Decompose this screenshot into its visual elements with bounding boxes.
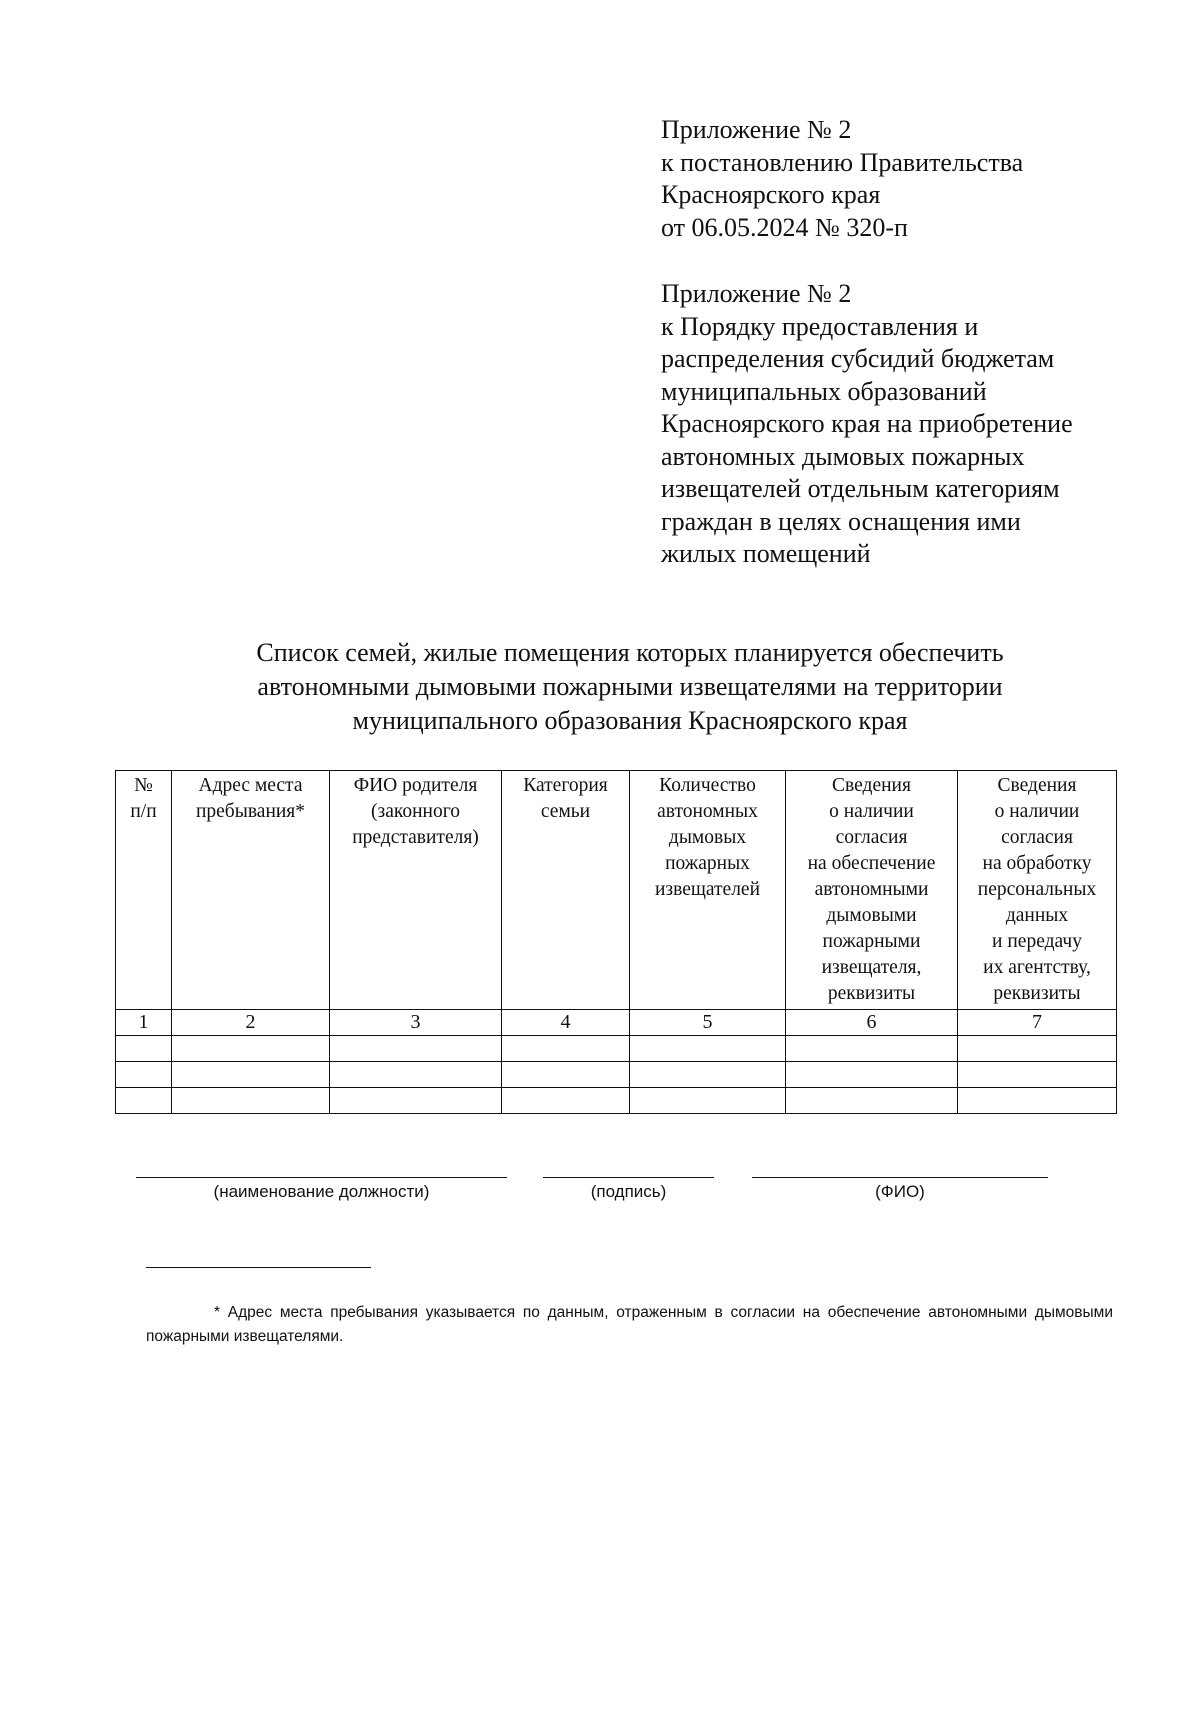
table-cell [630,1062,786,1088]
appendix-line: Приложение № 2 [661,115,852,144]
appendix-line: Приложение № 2 [661,279,852,308]
header-number: № п/п [116,771,172,1010]
column-number: 2 [172,1010,330,1036]
table-row [116,1062,1117,1088]
position-signature-line [136,1177,507,1178]
table-cell [330,1036,502,1062]
header-data-processing-consent: Сведения о наличии согласия на обработку персональных данных и передачу их агентству, реквизиты [958,771,1117,1010]
table-cell [116,1062,172,1088]
appendix-line: от 06.05.2024 № 320-п [661,212,908,242]
table-cell [330,1088,502,1114]
title-line: Список семей, жилые помещения которых планируется обеспечить [256,638,1004,667]
appendix-line: автономных дымовых пожарных [661,441,1025,471]
appendix-line: жилых помещений [661,539,871,568]
column-number: 6 [786,1010,958,1036]
name-caption: (ФИО) [875,1182,925,1201]
table-cell [116,1036,172,1062]
appendix-line: муниципальных образований [661,376,987,406]
column-number: 7 [958,1010,1117,1036]
table-cell [172,1036,330,1062]
footnote-separator [146,1267,371,1268]
families-table [115,770,1117,1114]
table-cell [172,1062,330,1088]
appendix-government-reference [661,114,1181,244]
appendix-line: граждан в целях оснащения ими [661,506,1021,536]
column-number: 4 [502,1010,630,1036]
footnote: * Адрес места пребывания указывается по данным, отраженным в согласии на обеспечение автономными дымовыми пожарными извещателями. [146,1304,1113,1345]
table-cell [786,1062,958,1088]
appendix-line: Красноярского края [661,180,881,209]
signature-line [543,1177,714,1178]
title-line: муниципального образования Красноярского края [352,706,908,735]
header-installation-consent: Сведения о наличии согласия на обеспечение автономными дымовыми пожарными извещателя, реквизиты [786,771,958,1010]
table-cell [958,1036,1117,1062]
table-cell [958,1088,1117,1114]
appendix-line: к постановлению Правительства [661,147,1024,177]
appendix-line: распределения субсидий бюджетам [661,344,1055,373]
table-cell [330,1062,502,1088]
table-cell [502,1062,630,1088]
table-row [116,1088,1117,1114]
appendix-line: извещателей отдельным категориям [661,474,1060,503]
table-cell [630,1036,786,1062]
header-detector-count: Количество автономных дымовых пожарных извещателей [630,771,786,1010]
table-cell [786,1088,958,1114]
table-cell [786,1036,958,1062]
signature-caption: (подпись) [590,1182,667,1201]
column-number: 5 [630,1010,786,1036]
table-cell [502,1088,630,1114]
appendix-line: к Порядку предоставления и [661,311,979,341]
header-family-category: Категория семьи [502,771,630,1010]
column-number: 1 [116,1010,172,1036]
table-cell [116,1088,172,1114]
name-signature-line [752,1177,1048,1178]
list-title [0,636,1200,738]
column-number: 3 [330,1010,502,1036]
appendix-procedure-reference [661,278,1181,571]
table-cell [502,1036,630,1062]
title-line: автономными дымовыми пожарными извещателями на территории [257,672,1003,701]
table-cell [172,1088,330,1114]
header-address: Адрес места пребывания* [172,771,330,1010]
table-cell [958,1062,1117,1088]
header-row [116,771,1117,1010]
table-row [116,1036,1117,1062]
position-caption: (наименование должности) [213,1182,430,1201]
column-number-row [116,1010,1117,1036]
header-parent-name: ФИО родителя (законного представителя) [330,771,502,1010]
table-cell [630,1088,786,1114]
appendix-line: Красноярского края на приобретение [661,409,1073,438]
